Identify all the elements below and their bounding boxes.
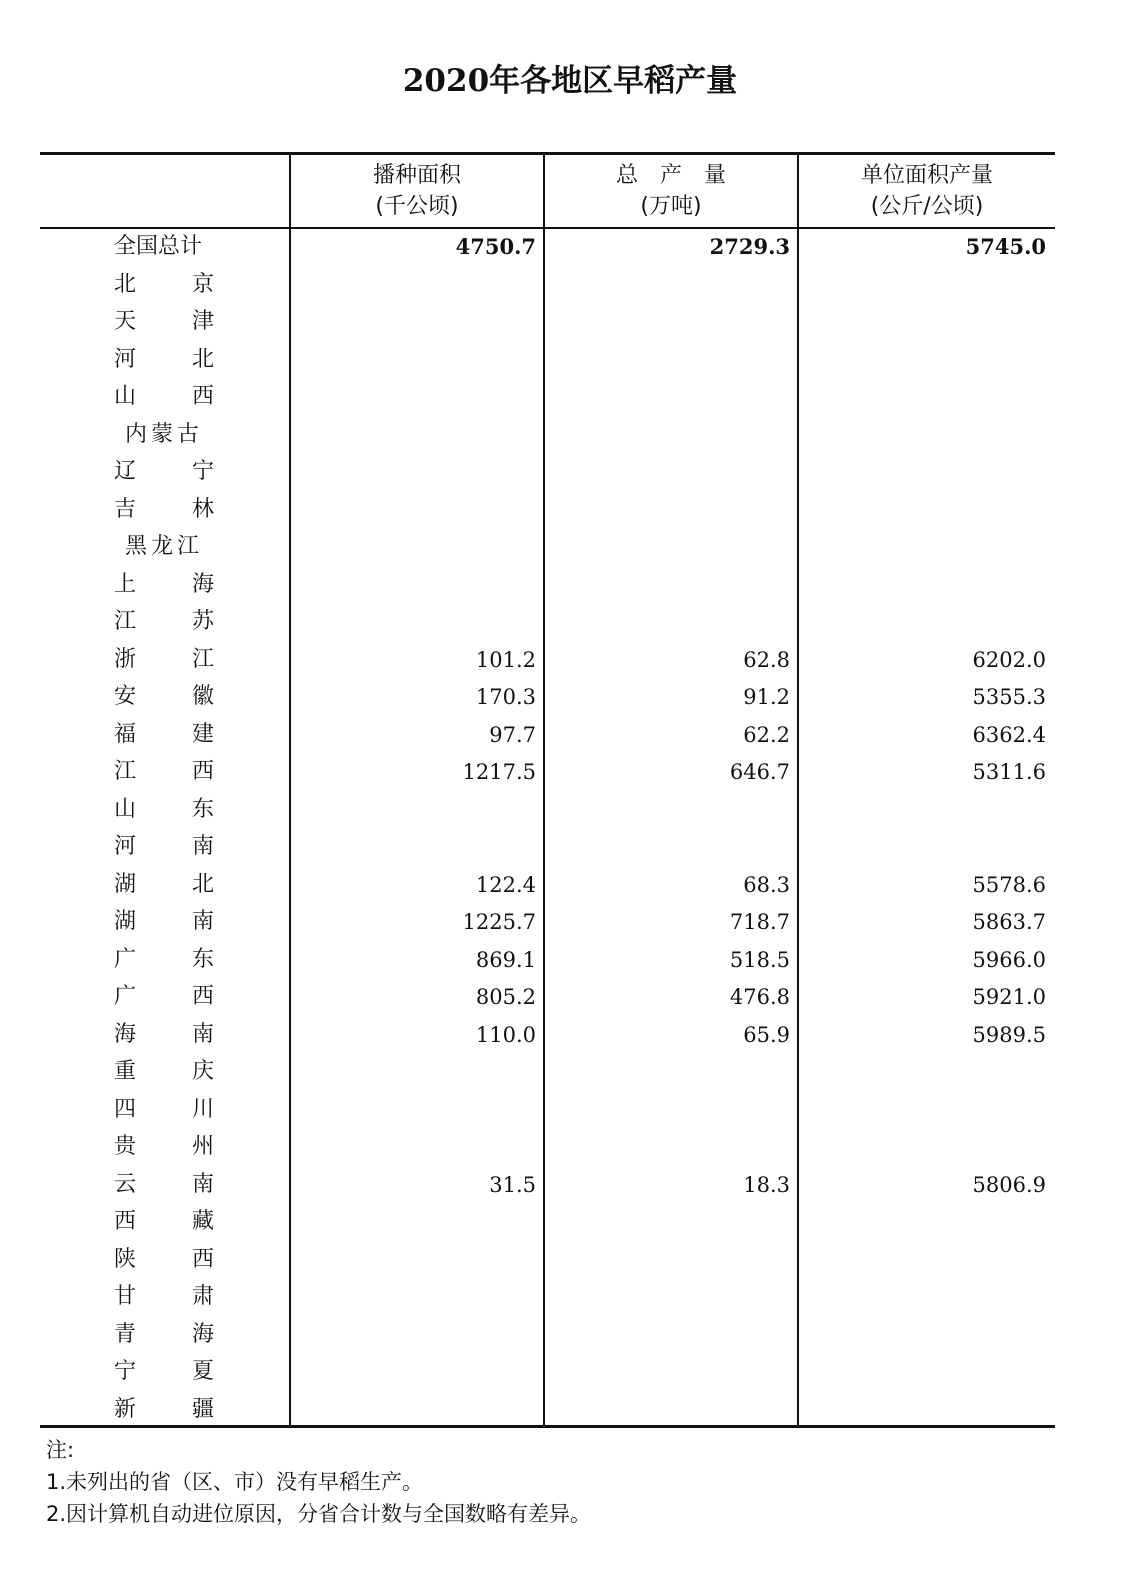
region-name: 新 疆 bbox=[114, 1396, 214, 1422]
region-name: 甘 肃 bbox=[114, 1284, 214, 1309]
header-area-unit: (千公顷) bbox=[375, 194, 459, 219]
cell-area: 170.3 bbox=[475, 685, 536, 709]
table-row bbox=[40, 304, 1055, 342]
footnotes bbox=[46, 1434, 591, 1530]
cell-yield: 5863.7 bbox=[972, 910, 1046, 934]
region-name: 西 藏 bbox=[114, 1209, 214, 1234]
table-row bbox=[40, 1354, 1055, 1392]
cell-yield: 5966.0 bbox=[972, 947, 1046, 972]
cell-output: 518.5 bbox=[729, 947, 790, 972]
cell-yield: 5745.0 bbox=[965, 234, 1046, 259]
table-row bbox=[40, 529, 1055, 567]
cell-area: 122.4 bbox=[475, 872, 536, 897]
region-name: 河 南 bbox=[114, 834, 214, 859]
note-line: 2.因计算机自动进位原因，分省合计数与全国数略有差异。 bbox=[46, 1502, 592, 1526]
cell-yield: 5921.0 bbox=[972, 985, 1046, 1009]
region-name: 黑龙江 bbox=[124, 534, 203, 559]
header-output-label: 总 产 量 bbox=[615, 163, 726, 188]
table-row bbox=[40, 754, 1055, 792]
table-row bbox=[40, 792, 1055, 830]
cell-yield: 5311.6 bbox=[972, 760, 1046, 784]
table-row bbox=[40, 267, 1055, 305]
cell-area: 4750.7 bbox=[455, 234, 536, 259]
table-row bbox=[40, 604, 1055, 642]
header-area bbox=[291, 160, 543, 222]
region-name: 海 南 bbox=[114, 1021, 214, 1047]
table-row bbox=[40, 1279, 1055, 1317]
region-name: 浙 江 bbox=[114, 646, 214, 672]
note-heading: 注: bbox=[46, 1438, 75, 1462]
region-name: 天 津 bbox=[114, 309, 214, 334]
cell-yield: 6362.4 bbox=[972, 722, 1046, 747]
cell-output: 62.8 bbox=[743, 647, 790, 672]
table-row bbox=[40, 1242, 1055, 1280]
cell-output: 91.2 bbox=[743, 685, 790, 709]
region-name: 山 东 bbox=[114, 796, 214, 822]
table-body bbox=[40, 229, 1055, 1429]
table-row bbox=[40, 1054, 1055, 1092]
table-row bbox=[40, 904, 1055, 942]
region-name: 江 苏 bbox=[114, 609, 214, 634]
region-name: 云 南 bbox=[114, 1171, 214, 1197]
region-name: 全国总计 bbox=[114, 234, 203, 259]
cell-output: 646.7 bbox=[729, 760, 790, 784]
table-row bbox=[40, 1092, 1055, 1130]
cell-output: 718.7 bbox=[729, 910, 790, 934]
cell-output: 18.3 bbox=[743, 1172, 790, 1197]
table-row bbox=[40, 1204, 1055, 1242]
region-name: 吉 林 bbox=[114, 496, 214, 522]
cell-area: 31.5 bbox=[489, 1172, 536, 1197]
header-yield-label: 单位面积产量 bbox=[860, 163, 993, 188]
cell-area: 1225.7 bbox=[462, 910, 536, 934]
table-row bbox=[40, 417, 1055, 455]
table-row bbox=[40, 1317, 1055, 1355]
region-name: 广 西 bbox=[114, 984, 214, 1009]
cell-output: 2729.3 bbox=[709, 234, 790, 259]
region-name: 江 西 bbox=[114, 759, 214, 784]
header-yield-unit: (公斤/公顷) bbox=[870, 194, 984, 219]
cell-yield: 5578.6 bbox=[972, 872, 1046, 897]
region-name: 四 川 bbox=[114, 1096, 214, 1122]
region-name: 宁 夏 bbox=[114, 1359, 214, 1384]
cell-yield: 6202.0 bbox=[972, 647, 1046, 672]
cell-area: 1217.5 bbox=[462, 760, 536, 784]
region-name: 北 京 bbox=[114, 271, 214, 297]
table-row bbox=[40, 492, 1055, 530]
table-row bbox=[40, 942, 1055, 980]
cell-area: 101.2 bbox=[475, 647, 536, 672]
table-row bbox=[40, 642, 1055, 680]
header-area-label: 播种面积 bbox=[372, 163, 461, 188]
table-row bbox=[40, 454, 1055, 492]
header-output-unit: (万吨) bbox=[640, 194, 702, 219]
header-yield bbox=[799, 160, 1055, 222]
region-name: 河 北 bbox=[114, 346, 214, 372]
cell-yield: 5355.3 bbox=[972, 685, 1046, 709]
cell-area: 110.0 bbox=[475, 1022, 536, 1047]
region-name: 辽 宁 bbox=[114, 459, 214, 484]
cell-output: 68.3 bbox=[743, 872, 790, 897]
note-line: 1.未列出的省（区、市）没有早稻生产。 bbox=[46, 1470, 424, 1494]
region-name: 安 徽 bbox=[114, 684, 214, 709]
table-row bbox=[40, 829, 1055, 867]
region-name: 湖 南 bbox=[114, 909, 214, 934]
region-name: 湖 北 bbox=[114, 871, 214, 897]
region-name: 贵 州 bbox=[114, 1134, 214, 1159]
table-row bbox=[40, 229, 1055, 267]
table-row bbox=[40, 1167, 1055, 1205]
cell-yield: 5989.5 bbox=[972, 1022, 1046, 1047]
table-row bbox=[40, 342, 1055, 380]
region-name: 陕 西 bbox=[114, 1246, 214, 1272]
table-row bbox=[40, 679, 1055, 717]
cell-output: 65.9 bbox=[743, 1022, 790, 1047]
table-top-rule bbox=[40, 152, 1055, 155]
cell-area: 869.1 bbox=[475, 947, 536, 972]
region-name: 青 海 bbox=[114, 1321, 214, 1347]
region-name: 内蒙古 bbox=[124, 421, 203, 447]
region-name: 上 海 bbox=[114, 571, 214, 597]
cell-output: 476.8 bbox=[729, 985, 790, 1009]
cell-output: 62.2 bbox=[743, 722, 790, 747]
table-row bbox=[40, 1017, 1055, 1055]
region-name: 福 建 bbox=[114, 721, 214, 747]
region-name: 重 庆 bbox=[114, 1059, 214, 1084]
cell-area: 805.2 bbox=[475, 985, 536, 1009]
table-row bbox=[40, 717, 1055, 755]
header-output bbox=[545, 160, 797, 222]
page-title: 2020年各地区早稻产量 bbox=[402, 63, 738, 99]
cell-area: 97.7 bbox=[489, 722, 536, 747]
region-name: 广 东 bbox=[114, 946, 214, 972]
table-row bbox=[40, 867, 1055, 905]
region-name: 山 西 bbox=[114, 384, 214, 409]
cell-yield: 5806.9 bbox=[972, 1172, 1046, 1197]
table-row bbox=[40, 1392, 1055, 1430]
table-row bbox=[40, 567, 1055, 605]
table-row bbox=[40, 1129, 1055, 1167]
table-row bbox=[40, 379, 1055, 417]
table-row bbox=[40, 979, 1055, 1017]
